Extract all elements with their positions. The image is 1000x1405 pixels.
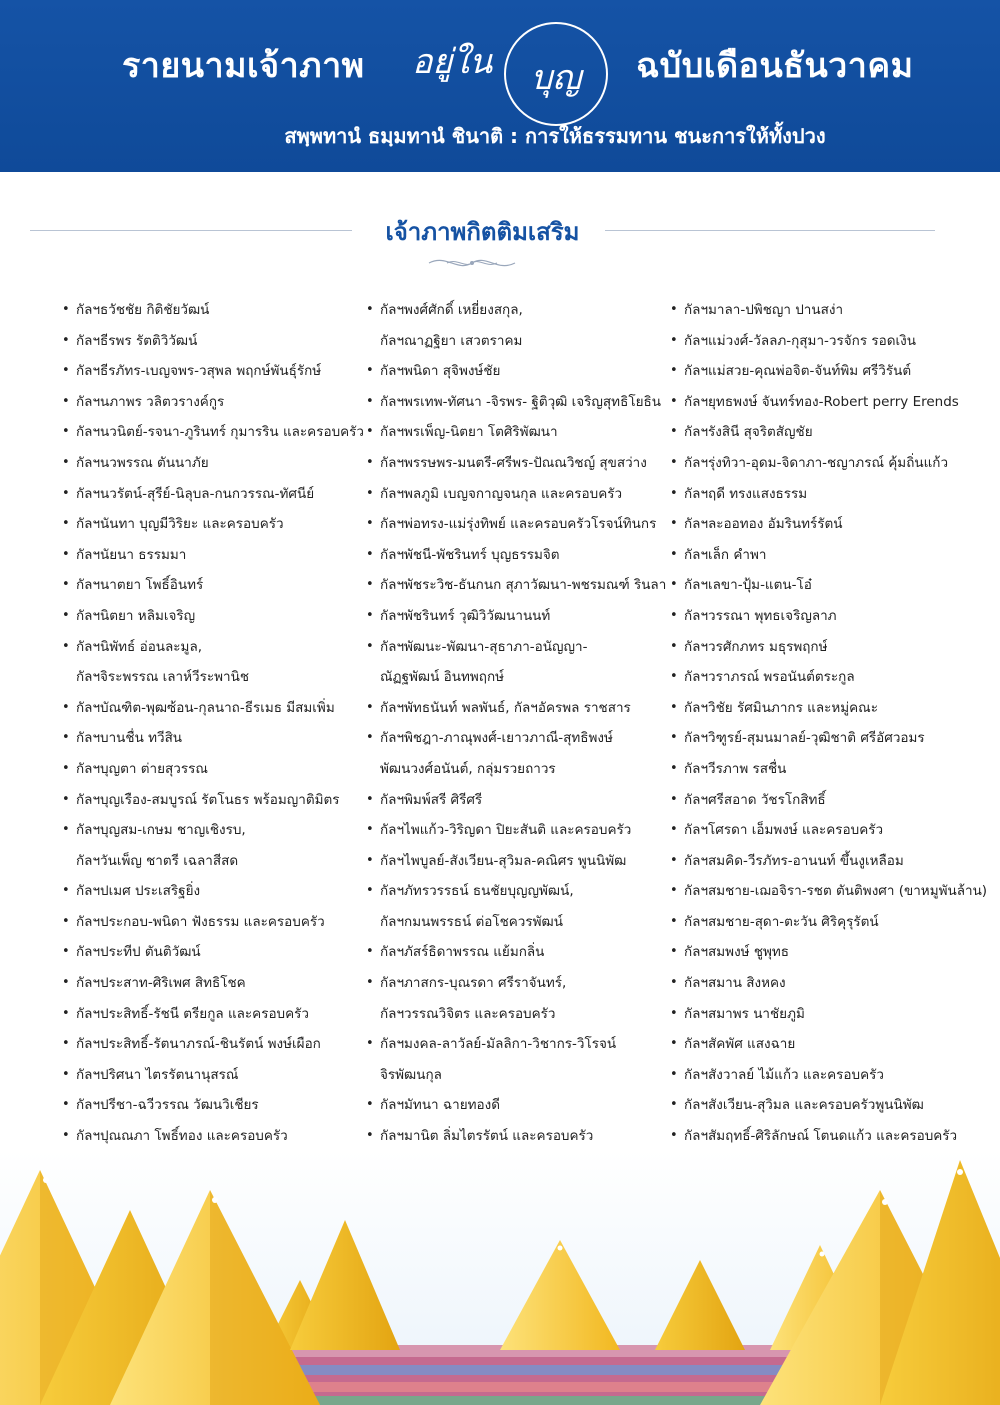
- donor-name: กัลฯพัชรินทร์ วุฒิวิวัฒนานนท์: [380, 607, 551, 624]
- donor-name: กัลฯพิมพ์สรี ศิรีศรี: [380, 791, 483, 808]
- donor-list-item: [366, 601, 676, 632]
- bullet-icon: •: [366, 944, 374, 960]
- donor-name: กัลฯมัทนา ฉายทองดี: [380, 1097, 500, 1114]
- bullet-icon: •: [62, 913, 70, 929]
- donor-name: กัลฯฤดี ทรงแสงธรรม: [684, 485, 808, 502]
- donor-name: กัลฯประกอบ-พนิดา ฟังธรรม และครอบครัว: [76, 913, 325, 930]
- bullet-icon: •: [670, 852, 678, 868]
- bullet-icon: •: [366, 883, 374, 899]
- bullet-icon: •: [670, 546, 678, 562]
- donor-name: กัลฯประสิทธิ์-รัตนาภรณ์-ชินรัตน์ พงษ์เผือก: [76, 1036, 321, 1053]
- donor-name: กัลฯสมคิด-วีรภัทร-อานนท์ ขึ้นงูเหลือม: [684, 852, 904, 869]
- donor-name: กัลฯวราภรณ์ พรอนันต์ตระกูล: [684, 669, 855, 686]
- donor-list-item: [366, 723, 676, 754]
- bullet-icon: •: [670, 1036, 678, 1052]
- bullet-icon: •: [670, 302, 678, 317]
- donor-name: กัลฯประสิทธิ์-รัชนี ตรียกูล และครอบครัว: [76, 1005, 309, 1022]
- donor-name: กัลฯสังวาลย์ ไม้แก้ว และครอบครัว: [684, 1066, 884, 1083]
- bullet-icon: •: [670, 822, 678, 838]
- donor-name: กัลฯไพบูลย์-สังเวียน-สุวิมล-คณิศร พูนนิพัฒ: [380, 852, 627, 869]
- donor-list-item: [670, 1121, 980, 1152]
- donor-name: กัลฯภัสร์ธิดาพรรณ แย้มกลิ่น: [380, 944, 545, 961]
- donor-name: กัลฯบัณฑิต-พุฒซ้อน-กุลนาถ-ธีรเมธ มีสมเพิ่ม: [76, 699, 335, 716]
- bullet-icon: •: [62, 424, 70, 440]
- donor-name: กัลฯแม่วงศ์-วัลลภ-กุสุมา-วรจักร รอดเงิน: [684, 332, 916, 349]
- bullet-icon: •: [366, 485, 374, 501]
- bullet-icon: •: [670, 975, 678, 991]
- donor-list-item: [670, 601, 980, 632]
- section-title: เจ้าภาพกิตติมเสริม: [385, 218, 580, 246]
- bullet-icon: •: [62, 883, 70, 899]
- donor-name: กัลฯธีรพร รัตติวิวัฒน์: [76, 332, 198, 349]
- donor-name: กัลฯวรรณวิจิตร และครอบครัว: [380, 1005, 556, 1022]
- donor-name: กัลฯกมนพรรธน์ ต่อโชควรพัฒน์: [380, 913, 563, 930]
- bullet-icon: •: [62, 1097, 70, 1113]
- donor-list-item: [670, 723, 980, 754]
- donor-list-item: [366, 387, 676, 418]
- donor-list-item-continuation: [366, 754, 676, 785]
- donor-list-item: [670, 754, 980, 785]
- donor-name: กัลฯบุญสม-เกษม ชาญเชิงรบ,: [76, 822, 246, 839]
- donor-list-item: [62, 479, 372, 510]
- bullet-icon: •: [366, 424, 374, 440]
- bullet-icon: •: [366, 822, 374, 838]
- donor-name: กัลฯแม่สวย-คุณพ่อจิต-จันท์พิม ศรีวิรันต์: [684, 363, 912, 380]
- donor-name: กัลฯพลภูมิ เบญจกาญจนกุล และครอบครัว: [380, 485, 623, 502]
- donor-list-item: [670, 693, 980, 724]
- bullet-icon: •: [62, 332, 70, 348]
- bullet-icon: •: [670, 393, 678, 409]
- donor-list-item: [670, 326, 980, 357]
- donor-list-item: [62, 448, 372, 479]
- bullet-icon: •: [670, 1128, 678, 1144]
- donor-list-item: [366, 632, 676, 663]
- donor-name: กัลฯรังสินี สุจริตสัญชัย: [684, 424, 813, 441]
- donor-list-item-continuation: [62, 662, 372, 693]
- bullet-icon: •: [670, 760, 678, 776]
- donor-list-item: [62, 968, 372, 999]
- donor-name: กัลฯศรีสอาด วัชรโกสิทธิ์: [684, 791, 826, 808]
- donor-list-item: [670, 570, 980, 601]
- donor-name: กัลฯนภาพร วลิตวรางค์กูร: [76, 393, 225, 410]
- donor-name: กัลฯจิระพรรณ เลาห์วีระพานิช: [76, 669, 249, 686]
- donor-name: กัลฯสมชาย-สุดา-ตะวัน ศิริคุรุรัตน์: [684, 913, 879, 930]
- bullet-icon: •: [670, 944, 678, 960]
- donor-list-item: [670, 1029, 980, 1060]
- donor-list-item: [366, 693, 676, 724]
- bullet-icon: •: [366, 393, 374, 409]
- donor-name: กัลฯสังเวียน-สุวิมล และครอบครัวพูนนิพัฒ: [684, 1097, 924, 1114]
- donor-name: กัลฯละออทอง อัมรินทร์รัตน์: [684, 516, 843, 533]
- bullet-icon: •: [366, 363, 374, 379]
- donor-name: กัลฯพนิดา สุจิพงษ์ชัย: [380, 363, 501, 380]
- bullet-icon: •: [670, 516, 678, 532]
- bullet-icon: •: [670, 883, 678, 899]
- bullet-icon: •: [62, 822, 70, 838]
- donor-list-item: [366, 846, 676, 877]
- header-banner: [0, 0, 1000, 172]
- donor-name: กัลฯมานิต ลิ่มไตรรัตน์ และครอบครัว: [380, 1128, 594, 1145]
- bullet-icon: •: [670, 791, 678, 807]
- donor-name: กัลฯวิฑูรย์-สุมนมาลย์-วุฒิชาติ ศรีอัศวอมร: [684, 730, 925, 747]
- donor-list-item: [62, 693, 372, 724]
- donor-list-item: [366, 448, 676, 479]
- bullet-icon: •: [62, 791, 70, 807]
- bullet-icon: •: [670, 730, 678, 746]
- bullet-icon: •: [366, 607, 374, 623]
- donor-name: กัลฯนิพัทธ์ อ่อนละมูล,: [76, 638, 203, 655]
- bullet-icon: •: [670, 699, 678, 715]
- donor-name: กัลฯรุ่งทิวา-อุดม-จิดาภา-ชญาภรณ์ คุ้มถิ่นแก้ว: [684, 454, 949, 471]
- donor-name: ณัฏฐพัฒน์ อินทพฤกษ์: [380, 669, 505, 686]
- bullet-icon: •: [62, 699, 70, 715]
- bullet-icon: •: [62, 638, 70, 654]
- donor-name: กัลฯพิชฎา-ภาณุพงศ์-เยาวภาณี-สุทธิพงษ์: [380, 730, 613, 747]
- donor-list-item: [670, 937, 980, 968]
- ornament-flourish-icon: [427, 254, 517, 272]
- donor-list-item: [670, 999, 980, 1030]
- donor-name: กัลฯบานชื่น ทวีสิน: [76, 730, 183, 747]
- donor-name: กัลฯนวรัตน์-สุรีย์-นิลุบล-กนกวรรณ-ทัศนีย์: [76, 485, 315, 502]
- donor-list-item-continuation: [366, 662, 676, 693]
- donor-name: กัลฯพรเพ็ญ-นิตยา โตศิริพัฒนา: [380, 424, 558, 441]
- bullet-icon: •: [670, 485, 678, 501]
- bullet-icon: •: [366, 516, 374, 532]
- donor-list-item: [62, 601, 372, 632]
- donor-name: กัลฯพัทธนันท์ พลพันธ์, กัลฯอัครพล ราชสาร: [380, 699, 631, 716]
- bullet-icon: •: [62, 944, 70, 960]
- donor-list-item: [366, 1121, 676, 1152]
- donor-list-item: [62, 1121, 372, 1152]
- donor-name: กัลฯโศรดา เอ็มพงษ์ และครอบครัว: [684, 822, 884, 839]
- donor-name: กัลฯพัชระวิช-ธันกนก สุภาวัฒนา-พชรมณฑ์ รินลา: [380, 577, 667, 594]
- logo-script-text: อยู่ใน: [412, 42, 493, 82]
- donor-list-item: [62, 540, 372, 571]
- donor-list-item: [670, 785, 980, 816]
- bullet-icon: •: [366, 730, 374, 746]
- bullet-icon: •: [366, 302, 374, 317]
- donor-name: กัลฯปริศนา ไตรรัตนานุสรณ์: [76, 1066, 239, 1083]
- header-title-right: ฉบับเดือนธันวาคม: [636, 46, 914, 86]
- donor-list-item: [366, 937, 676, 968]
- bullet-icon: •: [62, 1005, 70, 1021]
- bullet-icon: •: [62, 363, 70, 379]
- bullet-icon: •: [62, 1066, 70, 1082]
- donor-name: กัลฯสมพงษ์ ชูพุทธ: [684, 944, 790, 961]
- header-subtitle: สพฺพทานํ ธมฺมทานํ ชินาติ : การให้ธรรมทาน ชนะการให้ทั้งปวง: [284, 124, 826, 148]
- donor-name: กัลฯวันเพ็ญ ชาตรี เฉลาสีสด: [76, 852, 239, 869]
- donor-list-item: [670, 662, 980, 693]
- donor-list-item: [62, 326, 372, 357]
- donor-name: จิรพัฒนกุล: [380, 1066, 442, 1083]
- donor-column-3: [670, 295, 988, 1152]
- donor-list-item: [670, 876, 988, 907]
- donor-list-item: [670, 509, 980, 540]
- bullet-icon: •: [366, 1128, 374, 1144]
- bullet-icon: •: [62, 1036, 70, 1052]
- section-heading: [30, 212, 935, 252]
- donor-column-2: [366, 295, 676, 1152]
- donor-list-item: [62, 754, 372, 785]
- donor-name: กัลฯภัทรวรรธน์ ธนชัยบุญญพัฒน์,: [380, 883, 574, 900]
- bullet-icon: •: [366, 791, 374, 807]
- donor-list-item: [366, 570, 676, 601]
- donor-name: กัลฯสัคพัศ แสงฉาย: [684, 1036, 796, 1053]
- donor-name: กัลฯนวพรรณ ตันนาภัย: [76, 454, 209, 471]
- donor-name: กัลฯประทีป ตันติวัฒน์: [76, 944, 201, 961]
- donor-list-item: [670, 540, 980, 571]
- header-title-left: รายนามเจ้าภาพ: [122, 46, 365, 86]
- donor-list-item: [366, 479, 676, 510]
- bullet-icon: •: [670, 669, 678, 685]
- donor-list-item: [670, 968, 980, 999]
- donor-name: กัลฯนาตยา โพธิ์อินทร์: [76, 577, 204, 594]
- donor-name: กัลฯพัฒนะ-พัฒนา-สุธาภา-อนัญญา-: [380, 638, 588, 655]
- bullet-icon: •: [62, 607, 70, 623]
- logo-circle-text: บุญ: [530, 58, 582, 98]
- donor-list-item: [366, 356, 676, 387]
- bullet-icon: •: [62, 393, 70, 409]
- donor-list-item: [366, 417, 676, 448]
- donor-list-item: [670, 295, 980, 326]
- donor-name: กัลฯวรรณา พุทธเจริญลาภ: [684, 607, 837, 624]
- bullet-icon: •: [670, 424, 678, 440]
- donor-list-item: [62, 785, 372, 816]
- bullet-icon: •: [62, 516, 70, 532]
- donor-list-item: [366, 785, 676, 816]
- donor-name: กัลฯสัมฤทธิ์-ศิริลักษณ์ โตนดแก้ว และครอบครัว: [684, 1128, 958, 1145]
- donor-name: กัลฯมงคล-ลาวัลย์-มัลลิกา-วิชากร-วิโรจน์: [380, 1036, 617, 1053]
- donor-list-item: [366, 540, 676, 571]
- donor-name: กัลฯวิชัย รัศมินภากร และหมู่คณะ: [684, 699, 878, 716]
- donor-name: กัลฯณาฏฐิยา เสวตราคม: [380, 332, 523, 349]
- donor-name: กัลฯพรเทพ-ทัศนา -จิรพร- ฐิติวุฒิ เจริญสุทธิโยธิน: [380, 393, 661, 410]
- donor-name: กัลฯวรศักภทร มธุรพฤกษ์: [684, 638, 828, 655]
- donor-list-item: [670, 846, 980, 877]
- bullet-icon: •: [670, 1005, 678, 1021]
- donor-list-item: [366, 968, 676, 999]
- bullet-icon: •: [670, 363, 678, 379]
- bullet-icon: •: [62, 454, 70, 470]
- donor-list-item: [62, 1060, 372, 1091]
- donor-name: กัลฯไพแก้ว-วิริญดา ปิยะสันติ และครอบครัว: [380, 822, 632, 839]
- donor-name: กัลฯปรีชา-ฉวีวรรณ วัฒนวิเชียร: [76, 1097, 259, 1114]
- donor-list-item-continuation: [366, 907, 676, 938]
- donor-list-item: [62, 876, 372, 907]
- bullet-icon: •: [62, 485, 70, 501]
- donor-list-item-continuation: [62, 846, 372, 877]
- bullet-icon: •: [366, 638, 374, 654]
- donor-list-item: [62, 907, 372, 938]
- donor-name: กัลฯภาสกร-บุณรดา ศรีราจันทร์,: [380, 975, 567, 992]
- donor-name: กัลฯพัชนี-พัชรินทร์ บุญธรรมจิต: [380, 546, 560, 563]
- bullet-icon: •: [366, 975, 374, 991]
- donor-list-item: [670, 1060, 980, 1091]
- donor-name: กัลฯบุญเรือง-สมบูรณ์ รัตโนธร พร้อมญาติมิตร: [76, 791, 340, 808]
- donor-name: กัลฯนัยนา ธรรมมา: [76, 546, 187, 563]
- donor-list-item: [62, 570, 372, 601]
- donor-list-item: [670, 387, 980, 418]
- donor-name: กัลฯนวนิตย์-รจนา-ภูรินทร์ กุมารริน และครอบครัว: [76, 424, 364, 441]
- donor-list-item: [62, 295, 372, 326]
- donor-name: กัลฯพงศ์ศักดิ์ เหยี่ยงสกุล,: [380, 302, 523, 318]
- donor-name: กัลฯพ่อทรง-แม่รุ่งทิพย์ และครอบครัวโรจน์ทินกร: [380, 516, 657, 533]
- bullet-icon: •: [366, 699, 374, 715]
- donor-name: กัลฯปเมศ ประเสริฐยิ่ง: [76, 883, 201, 900]
- donor-list-item: [366, 509, 676, 540]
- donor-list-item: [366, 295, 676, 326]
- donor-name: พัฒนวงศ์อนันต์, กลุ่มรวยถาวร: [380, 760, 556, 777]
- donor-name: กัลฯสมชาย-เฌอจิรา-รชต ตันติพงศา (ขาหมูพันล้าน): [684, 883, 988, 900]
- donor-list-item: [366, 1029, 676, 1060]
- donor-list-item: [670, 479, 980, 510]
- bullet-icon: •: [670, 607, 678, 623]
- donor-name: กัลฯวีรภาพ รสชื่น: [684, 760, 787, 777]
- donor-list-item-continuation: [366, 999, 676, 1030]
- donor-list-item: [670, 356, 980, 387]
- donor-name: กัลฯเล็ก คำพา: [684, 546, 767, 563]
- donor-list-item: [62, 632, 372, 663]
- divider-right: [605, 230, 935, 231]
- donor-list-item: [62, 937, 372, 968]
- donor-list-item: [366, 815, 676, 846]
- donor-list-item: [62, 815, 372, 846]
- bullet-icon: •: [670, 577, 678, 593]
- bullet-icon: •: [670, 1097, 678, 1113]
- donor-name: กัลฯประสาท-ศิริเพศ สิทธิโชค: [76, 975, 246, 992]
- bullet-icon: •: [62, 302, 70, 317]
- donor-list-item: [62, 999, 372, 1030]
- bullet-icon: •: [62, 546, 70, 562]
- donor-list-item: [62, 387, 372, 418]
- bullet-icon: •: [366, 546, 374, 562]
- logo-circle: [504, 22, 608, 126]
- donor-list-item: [62, 417, 372, 448]
- donor-name: กัลฯมาลา-ปพิชญา ปานสง่า: [684, 302, 844, 318]
- donor-list-item: [670, 815, 980, 846]
- donor-name: กัลฯนันทา บุญมีวิริยะ และครอบครัว: [76, 516, 284, 533]
- donor-name: กัลฯบุญตา ต่ายสุวรรณ: [76, 760, 208, 777]
- bullet-icon: •: [670, 913, 678, 929]
- bullet-icon: •: [62, 975, 70, 991]
- bullet-icon: •: [366, 454, 374, 470]
- bullet-icon: •: [62, 760, 70, 776]
- bullet-icon: •: [62, 577, 70, 593]
- bullet-icon: •: [366, 1097, 374, 1113]
- donor-list-item: [670, 1090, 980, 1121]
- bullet-icon: •: [366, 852, 374, 868]
- donor-name: กัลฯนิตยา หลิมเจริญ: [76, 607, 196, 624]
- donor-list-item: [62, 1029, 372, 1060]
- donor-name: กัลฯสมาน สิงหคง: [684, 975, 786, 992]
- bullet-icon: •: [62, 1128, 70, 1144]
- bullet-icon: •: [62, 730, 70, 746]
- bullet-icon: •: [366, 577, 374, 593]
- donor-list-item-continuation: [366, 326, 676, 357]
- donor-name: กัลฯปุณณภา โพธิ์ทอง และครอบครัว: [76, 1128, 288, 1145]
- bullet-icon: •: [670, 1066, 678, 1082]
- donor-list-item: [670, 907, 980, 938]
- bullet-icon: •: [670, 454, 678, 470]
- donor-name: กัลฯยุทธพงษ์ จันทร์ทอง-Robert perry Erends: [684, 393, 959, 410]
- footer-pyramids-illustration: [0, 1150, 1000, 1405]
- donor-name: กัลฯพรรษพร-มนตรี-ศรีพร-ปัณณวิชญ์ สุขสว่าง: [380, 454, 647, 471]
- donor-list-item: [670, 448, 980, 479]
- bullet-icon: •: [366, 1036, 374, 1052]
- donor-list-item: [62, 723, 372, 754]
- donor-list-item: [366, 1090, 676, 1121]
- donor-list-item: [670, 417, 980, 448]
- donor-list-item: [670, 632, 980, 663]
- bullet-icon: •: [670, 332, 678, 348]
- donor-list-item: [62, 1090, 372, 1121]
- bullet-icon: •: [670, 638, 678, 654]
- donor-list-item: [62, 356, 372, 387]
- donor-name: กัลฯธีรภัทร-เบญจพร-วสุพล พฤกษ์พันธุ์รักษ์: [76, 363, 322, 380]
- donor-name: กัลฯธวัชชัย กิติชัยวัฒน์: [76, 302, 210, 318]
- donor-list-item-continuation: [366, 1060, 676, 1091]
- donor-list-item: [62, 509, 372, 540]
- donor-list-item: [366, 876, 676, 907]
- donor-name: กัลฯเลขา-ปุ้ม-แตน-โอ๋: [684, 577, 812, 594]
- donor-name: กัลฯสมาพร นาชัยภูมิ: [684, 1005, 805, 1022]
- donor-column-1: [62, 295, 372, 1152]
